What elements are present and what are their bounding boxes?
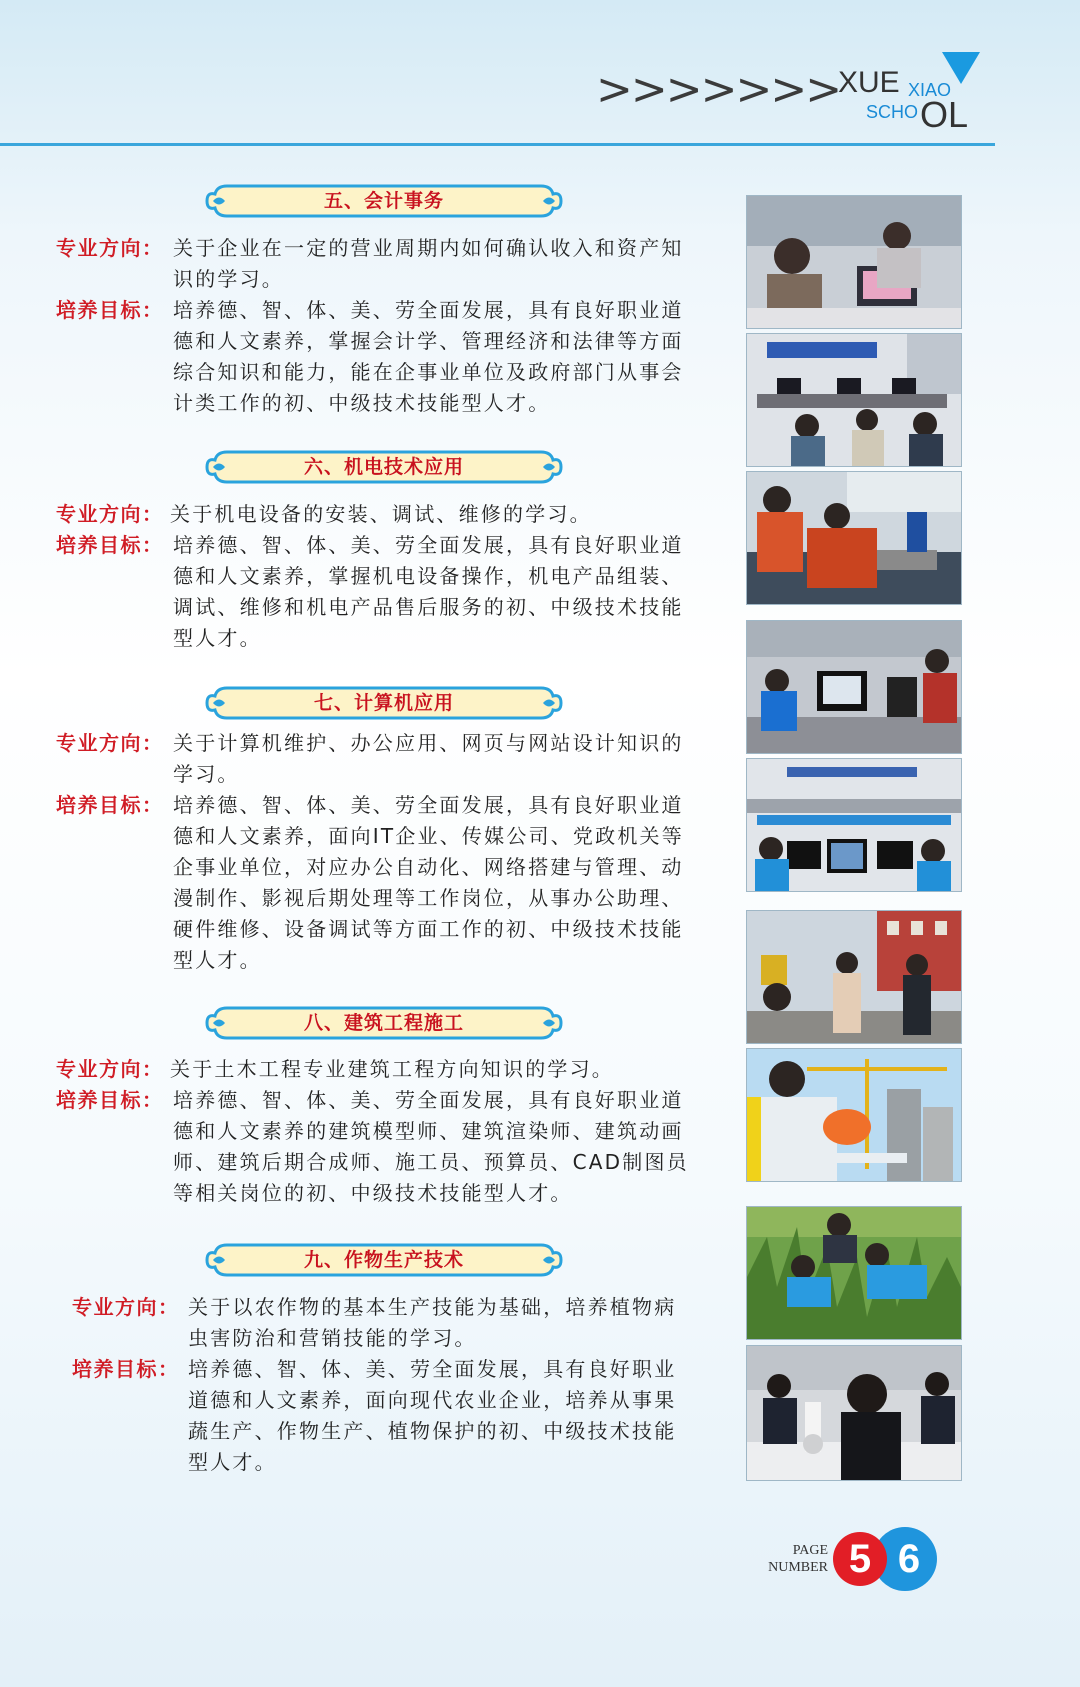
goal-line: 培养德、智、体、美、劳全面发展，具有良好职业道 bbox=[173, 533, 684, 557]
photo-construction-survey bbox=[746, 910, 962, 1044]
photo-crop-field bbox=[746, 1206, 962, 1340]
page-number-label bbox=[756, 1542, 828, 1576]
direction-line: 关于土木工程专业建筑工程方向知识的学习。 bbox=[170, 1057, 614, 1081]
photo-accounting-class bbox=[746, 195, 962, 329]
goal-line: 硬件维修、设备调试等方面工作的初、中级技术技能 bbox=[173, 917, 684, 941]
photo-accounting-lab bbox=[746, 333, 962, 467]
photo-crop-microscope bbox=[746, 1345, 962, 1481]
direction-label: 专业方向： bbox=[56, 502, 164, 526]
section-banner-accounting bbox=[205, 182, 563, 220]
goal-line: 师、建筑后期合成师、施工员、预算员、CAD制图员 bbox=[173, 1150, 689, 1174]
page-digit-1: 5 bbox=[833, 1532, 887, 1586]
school-logo bbox=[838, 52, 988, 142]
section-title: 七、计算机应用 bbox=[313, 692, 454, 714]
section-banner-crop bbox=[205, 1241, 563, 1279]
direction-line: 关于计算机维护、办公应用、网页与网站设计知识的 bbox=[173, 731, 684, 755]
goal-line: 道德和人文素养，面向现代农业企业，培养从事果 bbox=[188, 1388, 677, 1412]
direction-line: 关于机电设备的安装、调试、维修的学习。 bbox=[170, 502, 592, 526]
direction-line: 虫害防治和营销技能的学习。 bbox=[188, 1326, 477, 1350]
section-title: 八、建筑工程施工 bbox=[303, 1012, 464, 1034]
goal-line: 蔬生产、作物生产、植物保护的初、中级技术技能 bbox=[188, 1419, 677, 1443]
goal-line: 调试、维修和机电产品售后服务的初、中级技术技能 bbox=[173, 595, 684, 619]
header-chevrons: >>>>>>> bbox=[596, 64, 841, 115]
goal-label: 培养目标： bbox=[56, 1088, 164, 1112]
goal-label: 培养目标： bbox=[56, 533, 164, 557]
logo-scho: SCHO bbox=[866, 102, 919, 122]
goal-line: 型人才。 bbox=[188, 1450, 277, 1474]
goal-line: 德和人文素养的建筑模型师、建筑渲染师、建筑动画 bbox=[173, 1119, 684, 1143]
logo-xiao: XIAO bbox=[908, 80, 952, 100]
page-digit-2-text: 6 bbox=[897, 1537, 921, 1581]
goal-line: 德和人文素养，掌握会计学、管理经济和法律等方面 bbox=[173, 329, 684, 353]
direction-label: 专业方向： bbox=[56, 236, 164, 260]
header-divider bbox=[0, 143, 995, 146]
photo-mechatronics-workshop bbox=[746, 471, 962, 605]
photo-construction-site bbox=[746, 1048, 962, 1182]
goal-label: 培养目标： bbox=[56, 793, 164, 817]
direction-line: 关于以农作物的基本生产技能为基础，培养植物病 bbox=[188, 1295, 677, 1319]
logo-xue: XUE bbox=[838, 66, 900, 99]
goal-line: 培养德、智、体、美、劳全面发展，具有良好职业道 bbox=[173, 793, 684, 817]
direction-line: 关于企业在一定的营业周期内如何确认收入和资产知 bbox=[173, 236, 684, 260]
section-title: 六、机电技术应用 bbox=[303, 456, 464, 478]
goal-line: 德和人文素养，掌握机电设备操作，机电产品组装、 bbox=[173, 564, 684, 588]
goal-line: 培养德、智、体、美、劳全面发展，具有良好职业道 bbox=[173, 1088, 684, 1112]
direction-label: 专业方向： bbox=[72, 1295, 180, 1319]
logo-ol: OL bbox=[920, 94, 969, 135]
section-banner-construction bbox=[205, 1004, 563, 1042]
section-banner-computer bbox=[205, 684, 563, 722]
page-label-line2: NUMBER bbox=[768, 1560, 828, 1575]
goal-line: 型人才。 bbox=[173, 626, 262, 650]
goal-label: 培养目标： bbox=[56, 298, 164, 322]
goal-line: 型人才。 bbox=[173, 948, 262, 972]
goal-line: 培养德、智、体、美、劳全面发展，具有良好职业道 bbox=[173, 298, 684, 322]
direction-label: 专业方向： bbox=[56, 731, 164, 755]
goal-line: 漫制作、影视后期处理等工作岗位，从事办公助理、 bbox=[173, 886, 684, 910]
goal-label: 培养目标： bbox=[72, 1357, 180, 1381]
goal-line: 等相关岗位的初、中级技术技能型人才。 bbox=[173, 1181, 573, 1205]
section-banner-mechatronics bbox=[205, 448, 563, 486]
section-title: 五、会计事务 bbox=[323, 190, 444, 212]
goal-line: 德和人文素养，面向IT企业、传媒公司、党政机关等 bbox=[173, 824, 684, 848]
page-label-line1: PAGE bbox=[792, 1543, 828, 1558]
section-title: 九、作物生产技术 bbox=[303, 1249, 464, 1271]
goal-line: 企事业单位，对应办公自动化、网络搭建与管理、动 bbox=[173, 855, 684, 879]
photo-computer-lab-2 bbox=[746, 758, 962, 892]
direction-line: 识的学习。 bbox=[173, 267, 284, 291]
goal-line: 计类工作的初、中级技术技能型人才。 bbox=[173, 391, 551, 415]
direction-line: 学习。 bbox=[173, 762, 240, 786]
photo-computer-lab-1 bbox=[746, 620, 962, 754]
direction-label: 专业方向： bbox=[56, 1057, 164, 1081]
goal-line: 培养德、智、体、美、劳全面发展，具有良好职业 bbox=[188, 1357, 677, 1381]
goal-line: 综合知识和能力，能在企事业单位及政府部门从事会 bbox=[173, 360, 684, 384]
